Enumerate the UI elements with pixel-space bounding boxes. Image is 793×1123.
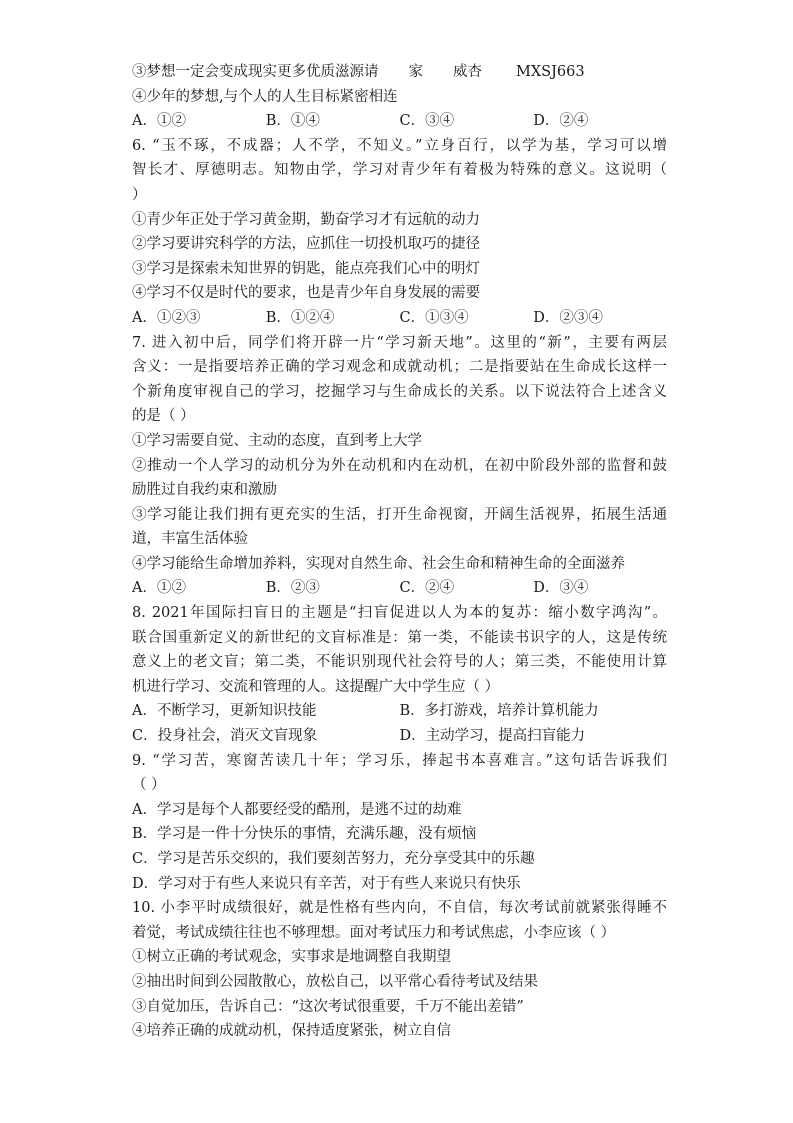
q6-options (132, 306, 667, 331)
q7-stem-line: 含义：一是指要培养正确的学习观念和成就动机；二是指要站在生命成长这样一 (132, 359, 667, 376)
option-b: B．②③ (265, 580, 320, 597)
option-d: D．②③④ (533, 309, 603, 326)
option-b: B．学习是一件十分快乐的事情，充满乐趣，没有烦恼 (132, 826, 477, 843)
q7-item: 道，丰富生活体验 (132, 531, 248, 548)
option-d: D．③④ (533, 580, 589, 597)
q5-item-4: ④少年的梦想,与个人的人生目标紧密相连 (132, 88, 398, 105)
option-a: A．①② (132, 580, 186, 597)
exam-page (132, 60, 667, 1044)
option-a: A．学习是每个人都要经受的酷刑，是逃不过的劫难 (132, 801, 462, 818)
q6-item: ①青少年正处于学习黄金期，勤奋学习才有远航的动力 (132, 211, 480, 228)
q10-item: ④培养正确的成就动机，保持适度紧张，树立自信 (132, 1023, 451, 1040)
option-d: D．学习对于有些人来说只有辛苦，对于有些人来说只有快乐 (132, 875, 521, 892)
q8-stem-line: 联合国重新定义的新世纪的文盲标准是：第一类，不能读书识字的人，这是传统 (132, 629, 667, 646)
option-d: D．②④ (533, 113, 589, 130)
option-c: C．①③④ (399, 309, 469, 326)
q8-stem-line: 机进行学习、交流和管理的人。这提醒广大中学生应（ ） (132, 678, 500, 695)
q7-item: ②推动一个人学习的动机分为外在动机和内在动机，在初中阶段外部的监督和鼓 (132, 457, 667, 474)
q9-stem-line: （ ） (132, 777, 166, 794)
option-b: B．①④ (265, 113, 320, 130)
q5-options (132, 109, 667, 134)
q7-stem-line: 7. 进入初中后，同学们将开辟一片“学习新天地”。这里的“新”，主要有两层 (132, 334, 667, 351)
q6-stem-line: 6. “玉不琢，不成器；人不学，不知义。”立身百行，以学为基，学习可以增 (132, 137, 667, 154)
option-a: A．不断学习，更新知识技能 (132, 703, 317, 720)
q8-stem-line: 意义上的老文盲；第二类，不能识别现代社会符号的人；第三类，不能使用计算 (132, 654, 667, 671)
option-c: C．③④ (399, 113, 455, 130)
q7-stem-line: 个新角度审视自己的学习，挖掘学习与生命成长的关系。以下说法符合上述含义 (132, 383, 667, 400)
q9-stem-line: 9. “学习苦，寒窗苦读几十年；学习乐，捧起书本喜难言。”这句话告诉我们 (132, 752, 667, 769)
option-a: A．①② (132, 113, 186, 130)
option-d: D．主动学习，提高扫盲能力 (399, 728, 586, 745)
q10-stem-line: 10. 小李平时成绩很好，就是性格有些内向，不自信，每次考试前就紧张得睡不 (132, 900, 667, 917)
q7-item: 励胜过自我约束和激励 (132, 482, 277, 499)
watermark-code: MXSJ663 (516, 64, 585, 80)
q10-item: ③自觉加压，告诉自己：“这次考试很重要，千万不能出差错” (132, 998, 524, 1015)
option-a: A．①②③ (132, 309, 201, 326)
option-c: C．学习是苦乐交织的，我们要刻苦努力，充分享受其中的乐趣 (132, 851, 535, 867)
option-b: B．多打游戏，培养计算机能力 (399, 703, 599, 720)
option-b: B．①②④ (265, 309, 335, 326)
q7-stem-line: 的是（ ） (132, 408, 195, 425)
option-c: C．②④ (399, 580, 455, 597)
q6-item: ③学习是探索未知世界的钥匙，能点亮我们心中的明灯 (132, 260, 480, 277)
q7-item: ③学习能让我们拥有更充实的生活，打开生命视窗，开阔生活视界，拓展生活通 (132, 506, 667, 523)
watermark-text: 家 (408, 64, 423, 80)
watermark-text: 威杏 (453, 64, 482, 80)
q8-stem-line: 8. 2021年国际扫盲日的主题是“扫盲促进以人为本的复苏：缩小数字鸿沟”。 (132, 605, 667, 622)
q10-item: ①树立正确的考试观念，实事求是地调整自我期望 (132, 949, 451, 966)
q10-stem-line: 着觉，考试成绩往往也不够理想。面对考试压力和考试焦虑，小李应该（ ） (132, 924, 616, 941)
q6-item: ②学习要讲究科学的方法，应抓住一切投机取巧的捷径 (132, 236, 480, 253)
q8-options-row (132, 699, 667, 724)
q7-item: ①学习需要自觉、主动的态度，直到考上大学 (132, 432, 422, 449)
q7-item: ④学习能给生命增加养料，实现对自然生命、社会生命和精神生命的全面滋养 (132, 555, 625, 572)
q7-options (132, 576, 667, 601)
q6-stem-line: ） (132, 186, 147, 203)
option-c: C．投身社会，消灭文盲现象 (132, 728, 318, 745)
q6-stem-line: 智长才、厚德明志。知物由学，学习对青少年有着极为特殊的意义。这说明（ (132, 162, 667, 179)
q10-item: ②抽出时间到公园散散心，放松自己，以平常心看待考试及结果 (132, 973, 538, 990)
q5-item-3: ③梦想一定会变成现实更多优质滋源请 家 威杏 MXSJ663 (132, 64, 585, 80)
q6-item: ④学习不仅是时代的要求，也是青少年自身发展的需要 (132, 285, 480, 302)
q8-options-row (132, 724, 667, 749)
